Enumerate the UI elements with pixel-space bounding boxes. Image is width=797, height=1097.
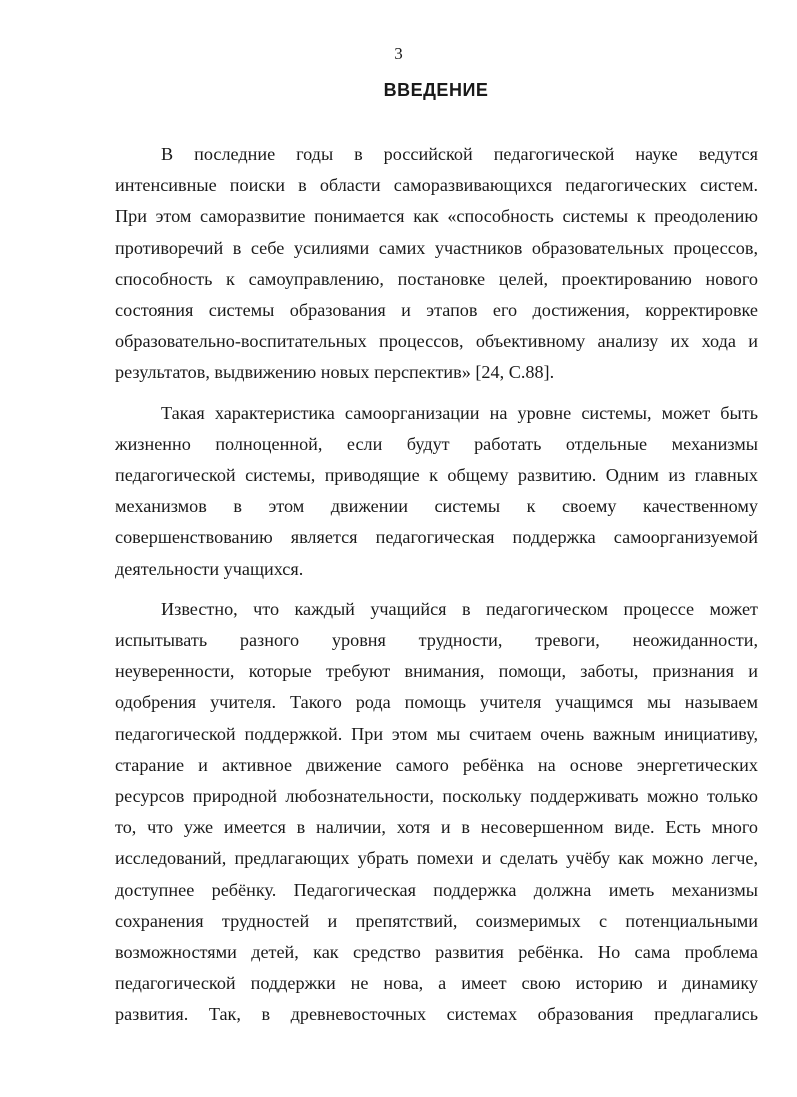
text-line: то, что уже имеется в наличии, хотя и в несовершенном виде. Есть много [115, 817, 758, 838]
text-line: совершенствованию является педагогическая поддержка самоорганизуемой [115, 527, 758, 548]
text-line: одобрения учителя. Такого рода помощь учителя учащимся мы называем [115, 692, 758, 713]
text-line: доступнее ребёнку. Педагогическая поддержка должна иметь механизмы [115, 879, 758, 900]
text-line: старание и активное движение самого ребёнка на основе энергетических [115, 754, 758, 775]
text-line: состояния системы образования и этапов его достижения, корректировке [115, 300, 758, 321]
text-line: деятельности учащихся. [115, 558, 304, 579]
text-line: исследований, предлагающих убрать помехи и сделать учёбу как можно легче, [115, 848, 758, 869]
text-line: сохранения трудностей и препятствий, соизмеримых с потенциальными [115, 910, 758, 931]
text-line: испытывать разного уровня трудности, тревоги, неожиданности, [115, 630, 758, 651]
text-line: ресурсов природной любознательности, поскольку поддерживать можно только [115, 786, 758, 807]
text-line: Известно, что каждый учащийся в педагогическом процессе может [161, 598, 758, 619]
text-line: Такая характеристика самоорганизации на уровне системы, может быть [161, 402, 758, 423]
text-line: возможностями детей, как средство развития ребёнка. Но сама проблема [115, 942, 758, 963]
text-line: образовательно-воспитательных процессов, объективному анализу их хода и [115, 331, 758, 352]
text-line: неуверенности, которые требуют внимания, помощи, заботы, признания и [115, 661, 758, 682]
paragraph-2 [115, 398, 758, 585]
text-line: интенсивные поиски в области саморазвивающихся педагогических систем. [115, 175, 758, 196]
text-line: При этом саморазвитие понимается как «способность системы к преодолению [115, 206, 758, 227]
text-line: противоречий в себе усилиями самих участников образовательных процессов, [115, 237, 758, 258]
text-line: развития. Так, в древневосточных системах образования предлагались [115, 1004, 758, 1025]
text-line: В последние годы в российской педагогической науке ведутся [161, 144, 758, 164]
text-line: результатов, выдвижению новых перспектив» [24, С.88]. [115, 362, 555, 383]
page-number: 3 [394, 44, 403, 63]
paragraph-3 [115, 594, 758, 1031]
text-line: педагогической поддержки не нова, а имеет свою историю и динамику [115, 973, 758, 994]
text-line: педагогической поддержкой. При этом мы считаем очень важным инициативу, [115, 723, 758, 744]
text-line: педагогической системы, приводящие к общему развитию. Одним из главных [115, 465, 758, 486]
text-line: способность к самоуправлению, постановке целей, проектированию нового [115, 268, 758, 289]
text-line: механизмов в этом движении системы к своему качественному [115, 496, 758, 517]
text-line: жизненно полноценной, если будут работать отдельные механизмы [115, 433, 758, 454]
paragraph-1 [115, 139, 758, 389]
page-title: ВВЕДЕНИЕ [383, 80, 489, 100]
body-text [115, 139, 758, 1031]
